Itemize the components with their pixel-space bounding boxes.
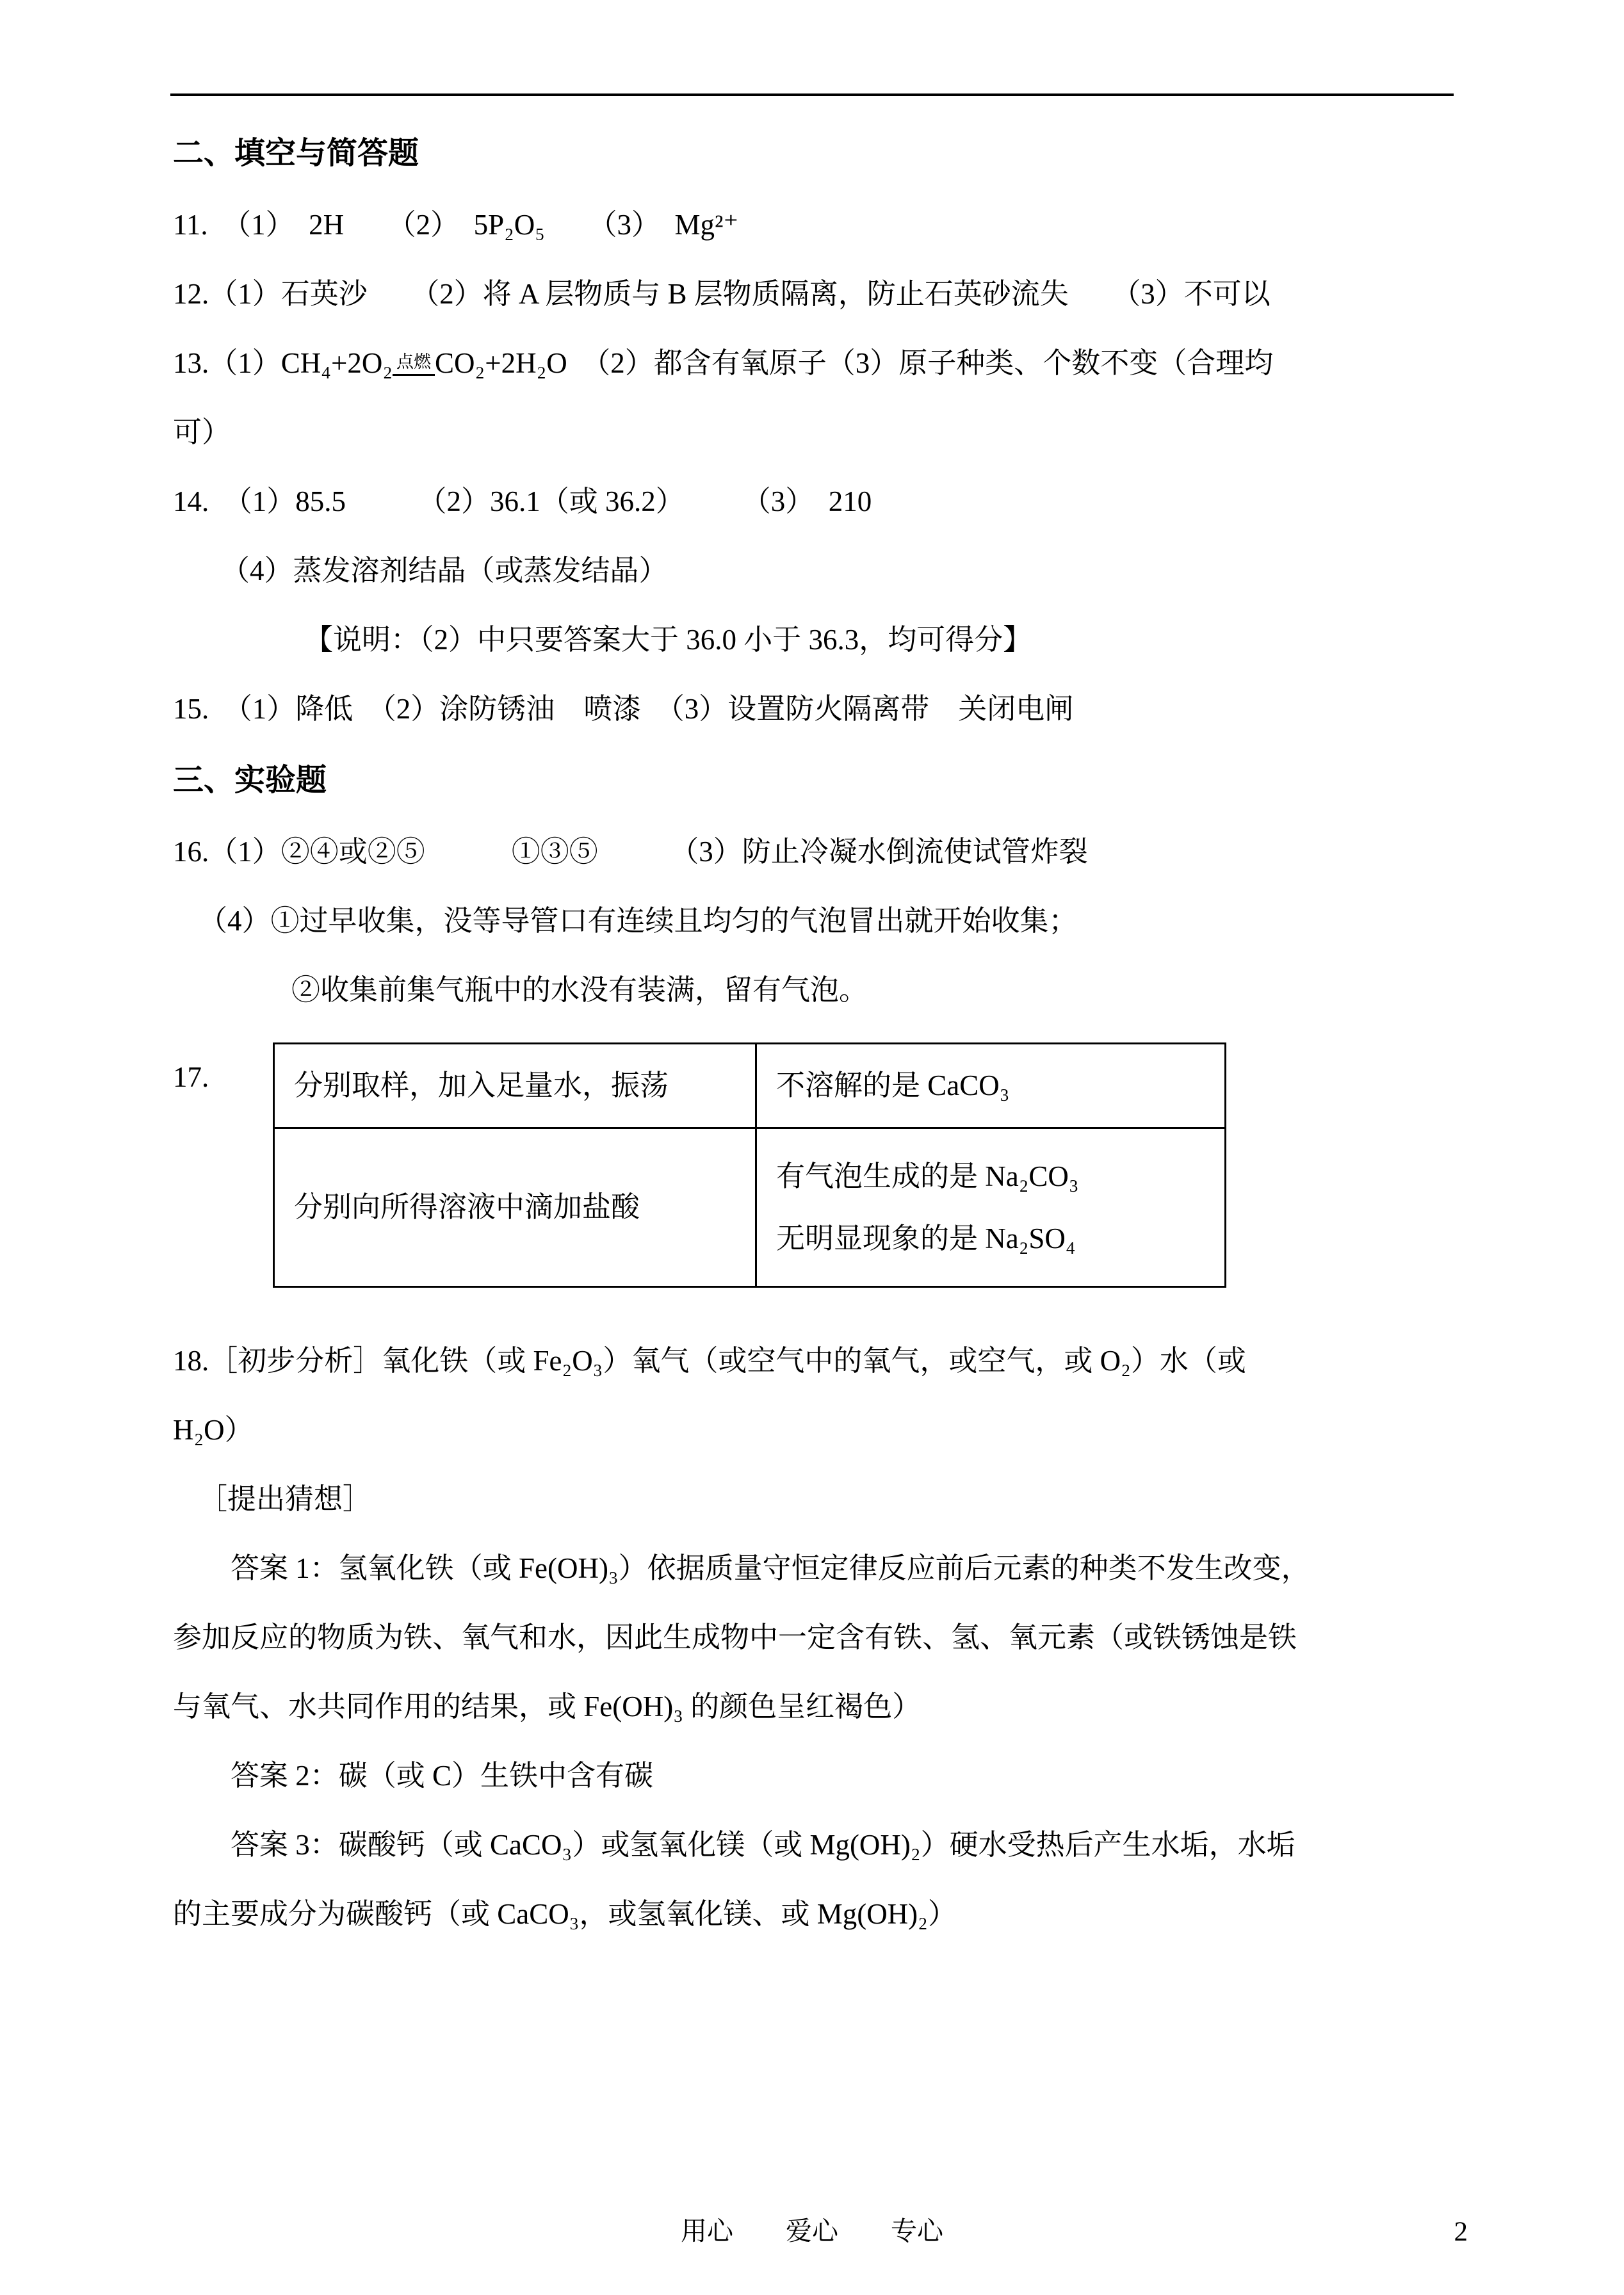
answer-18-ans1-line2: 参加反应的物质为铁、氧气和水，因此生成物中一定含有铁、氢、氧元素（或铁锈蚀是铁 — [173, 1621, 1297, 1654]
equation-condition-label: 点燃 — [393, 353, 435, 376]
answer-line-13-wrap: 可） — [173, 416, 231, 449]
equation-products: CO₂+2H₂O （2）都含有氧原子（3）原子种类、个数不变（合理均 — [435, 347, 1274, 380]
table-cell-result-2-line2: 无明显现象的是 Na₂SO₄ — [776, 1222, 1076, 1254]
table-cell-result-2 — [756, 1128, 1226, 1287]
answer-line-14-part4: （4）蒸发溶剂结晶（或蒸发结晶） — [221, 555, 668, 587]
answer-line-12: 12.（1）石英沙 （2）将 A 层物质与 B 层物质隔离，防止石英砂流失 （3）不可以 — [173, 278, 1271, 311]
page-content — [173, 117, 1460, 1949]
table-cell-step-2: 分别向所得溶液中滴加盐酸 — [274, 1128, 756, 1287]
answer-18-ans2: 答案 2：碳（或 C）生铁中含有碳 — [231, 1760, 654, 1792]
answer-line-14: 14. （1）85.5 （2）36.1（或 36.2） （3） 210 — [173, 485, 872, 518]
answer-18-ans3-line1: 答案 3：碳酸钙（或 CaCO₃）或氢氧化镁（或 Mg(OH)₂）硬水受热后产生水垢，水垢 — [231, 1829, 1295, 1861]
answer-line-16: 16.（1）②④或②⑤ ①③⑤ （3）防止冷凝水倒流使试管炸裂 — [173, 836, 1088, 868]
answer-line-11: 11. （1） 2H （2） 5P₂O₅ （3） Mg²⁺ — [173, 209, 739, 241]
answer-line-18: 18.［初步分析］氧化铁（或 Fe₂O₃）氧气（或空气中的氧气，或空气，或 O₂）水（或 — [173, 1345, 1246, 1377]
page-footer — [0, 2210, 1624, 2248]
answer-block-17 — [173, 1042, 1460, 1288]
footer-motto: 用心 爱心 专心 — [681, 2216, 943, 2246]
equation-reactants: 13.（1）CH₄+2O₂ — [173, 347, 393, 380]
answer-line-18-wrap: H₂O） — [173, 1414, 254, 1447]
answer-line-15: 15. （1）降低 （2）涂防锈油 喷漆 （3）设置防火隔离带 关闭电闸 — [173, 693, 1074, 726]
answer-line-13 — [173, 328, 1460, 398]
answer-line-16-part4a: （4）①过早收集，没等导管口有连续且均匀的气泡冒出就开始收集； — [199, 905, 1078, 937]
table-row — [274, 1044, 1226, 1128]
section-heading-experiments: 三、实验题 — [173, 763, 327, 798]
answer-18-ans3-line2: 的主要成分为碳酸钙（或 CaCO₃，或氢氧化镁、或 Mg(OH)₂） — [173, 1898, 957, 1931]
header-rule — [170, 93, 1454, 96]
answer-18-ans1-line3: 与氧气、水共同作用的结果，或 Fe(OH)₃ 的颜色呈红褐色） — [173, 1691, 922, 1723]
answer-18-ans1-line1: 答案 1：氢氧化铁（或 Fe(OH)₃）依据质量守恒定律反应前后元素的种类不发生改变， — [231, 1552, 1310, 1585]
table-cell-result-2-line1: 有气泡生成的是 Na₂CO₃ — [776, 1160, 1079, 1192]
answer-line-14-note: 【说明：（2）中只要答案大于 36.0 小于 36.3，均可得分】 — [304, 624, 1032, 656]
answer-17-number: 17. — [173, 1061, 209, 1094]
table-cell-step-1: 分别取样，加入足量水，振荡 — [274, 1044, 756, 1128]
table-cell-result-1: 不溶解的是 CaCO₃ — [756, 1044, 1226, 1128]
table-row — [274, 1128, 1226, 1287]
answer-18-guess-heading: ［提出猜想］ — [199, 1483, 372, 1516]
section-heading-fill-blanks: 二、填空与简答题 — [173, 136, 419, 170]
answer-line-16-part4b: ②收集前集气瓶中的水没有装满，留有气泡。 — [291, 974, 868, 1007]
experiment-steps-table — [273, 1042, 1226, 1288]
page-number: 2 — [1454, 2217, 1468, 2247]
